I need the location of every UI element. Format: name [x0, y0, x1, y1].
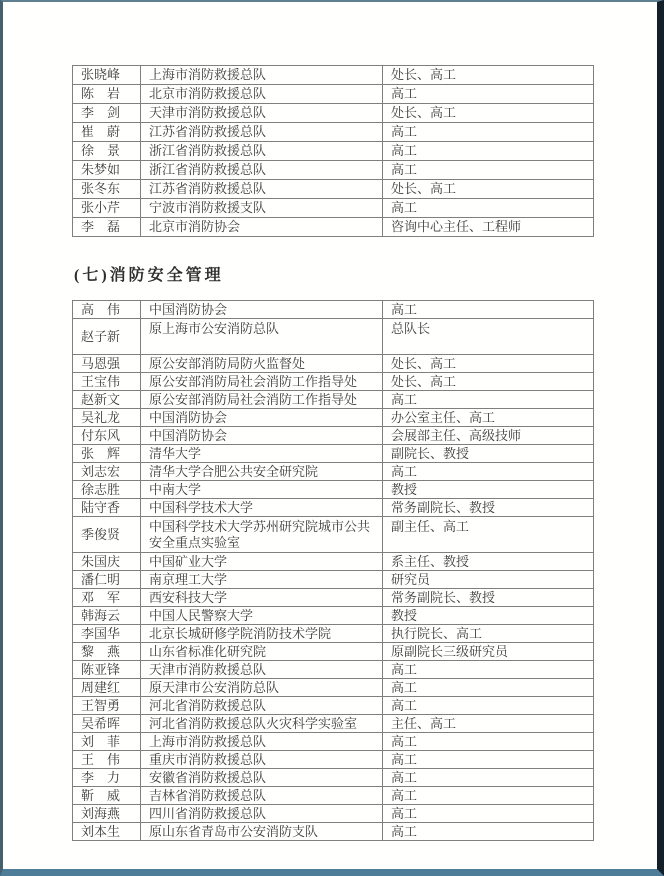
table-row [73, 481, 594, 499]
name-cell: 王宝伟 [73, 373, 141, 391]
job-title-cell: 处长、高工 [383, 373, 594, 391]
organization-cell: 西安科技大学 [141, 589, 383, 607]
table-row [73, 787, 594, 805]
job-title-cell: 高工 [383, 787, 594, 805]
table-row [73, 679, 594, 697]
name-cell: 刘海燕 [73, 805, 141, 823]
name-cell: 李 力 [73, 769, 141, 787]
table-row [73, 553, 594, 571]
job-title-cell: 处长、高工 [383, 355, 594, 373]
job-title-cell: 高工 [383, 679, 594, 697]
job-title-cell: 高工 [383, 463, 594, 481]
organization-cell: 吉林省消防救援总队 [141, 787, 383, 805]
table-row [73, 161, 594, 180]
table-row [73, 607, 594, 625]
name-cell: 马恩强 [73, 355, 141, 373]
name-cell: 李 剑 [73, 104, 141, 123]
job-title-cell: 高工 [383, 161, 594, 180]
name-cell: 吴礼龙 [73, 409, 141, 427]
job-title-cell: 办公室主任、高工 [383, 409, 594, 427]
job-title-cell: 副主任、高工 [383, 517, 594, 553]
name-cell: 张晓峰 [73, 66, 141, 85]
table-row [73, 409, 594, 427]
name-cell: 陈亚锋 [73, 661, 141, 679]
job-title-cell: 副院长、教授 [383, 445, 594, 463]
job-title-cell: 原副院长三级研究员 [383, 643, 594, 661]
organization-cell: 北京市消防救援总队 [141, 85, 383, 104]
name-cell: 徐 景 [73, 142, 141, 161]
page-content [72, 2, 597, 841]
organization-cell: 清华大学合肥公共安全研究院 [141, 463, 383, 481]
table-row [73, 445, 594, 463]
job-title-cell: 高工 [383, 142, 594, 161]
job-title-cell: 教授 [383, 607, 594, 625]
name-cell: 赵新文 [73, 391, 141, 409]
organization-cell: 江苏省消防救援总队 [141, 180, 383, 199]
table-row [73, 733, 594, 751]
name-cell: 赵子新 [73, 319, 141, 355]
job-title-cell: 高工 [383, 823, 594, 841]
table-row [73, 319, 594, 355]
name-cell: 黎 燕 [73, 643, 141, 661]
name-cell: 张 辉 [73, 445, 141, 463]
table-row [73, 589, 594, 607]
organization-cell: 浙江省消防救援总队 [141, 142, 383, 161]
table-row [73, 499, 594, 517]
job-title-cell: 咨询中心主任、工程师 [383, 218, 594, 237]
table-row [73, 643, 594, 661]
table-row [73, 769, 594, 787]
organization-cell: 上海市消防救援总队 [141, 733, 383, 751]
organization-cell: 原公安部消防局防火监督处 [141, 355, 383, 373]
table-row [73, 661, 594, 679]
table-row [73, 517, 594, 553]
job-title-cell: 高工 [383, 301, 594, 319]
job-title-cell: 高工 [383, 751, 594, 769]
name-cell: 高 伟 [73, 301, 141, 319]
name-cell: 韩海云 [73, 607, 141, 625]
table-row [73, 373, 594, 391]
job-title-cell: 高工 [383, 123, 594, 142]
name-cell: 陈 岩 [73, 85, 141, 104]
organization-cell: 中国科学技术大学 [141, 499, 383, 517]
table-row [73, 85, 594, 104]
organization-cell: 原山东省青岛市公安消防支队 [141, 823, 383, 841]
name-cell: 吴希晖 [73, 715, 141, 733]
organization-cell: 北京长城研修学院消防技术学院 [141, 625, 383, 643]
organization-cell: 重庆市消防救援总队 [141, 751, 383, 769]
table-row [73, 715, 594, 733]
organization-cell: 清华大学 [141, 445, 383, 463]
job-title-cell: 主任、高工 [383, 715, 594, 733]
name-cell: 朱梦如 [73, 161, 141, 180]
name-cell: 李 磊 [73, 218, 141, 237]
job-title-cell: 高工 [383, 199, 594, 218]
job-title-cell: 处长、高工 [383, 66, 594, 85]
table-row [73, 697, 594, 715]
table-row [73, 391, 594, 409]
name-cell: 靳 威 [73, 787, 141, 805]
name-cell: 周建红 [73, 679, 141, 697]
organization-cell: 河北省消防救援总队 [141, 697, 383, 715]
name-cell: 朱国庆 [73, 553, 141, 571]
name-cell: 王 伟 [73, 751, 141, 769]
job-title-cell: 高工 [383, 769, 594, 787]
organization-cell: 原上海市公安消防总队 [141, 319, 383, 355]
organization-cell: 中国消防协会 [141, 301, 383, 319]
table-row [73, 751, 594, 769]
table-row [73, 463, 594, 481]
job-title-cell: 处长、高工 [383, 180, 594, 199]
job-title-cell: 教授 [383, 481, 594, 499]
organization-cell: 原公安部消防局社会消防工作指导处 [141, 373, 383, 391]
organization-cell: 中国矿业大学 [141, 553, 383, 571]
name-cell: 刘志宏 [73, 463, 141, 481]
job-title-cell: 高工 [383, 85, 594, 104]
organization-cell: 上海市消防救援总队 [141, 66, 383, 85]
job-title-cell: 执行院长、高工 [383, 625, 594, 643]
name-cell: 张冬东 [73, 180, 141, 199]
table-row [73, 123, 594, 142]
name-cell: 季俊贤 [73, 517, 141, 553]
table-row [73, 142, 594, 161]
job-title-cell: 处长、高工 [383, 104, 594, 123]
table-row [73, 625, 594, 643]
name-cell: 刘 菲 [73, 733, 141, 751]
roster-table-fire-safety-management [72, 300, 594, 841]
name-cell: 潘仁明 [73, 571, 141, 589]
organization-cell: 山东省标准化研究院 [141, 643, 383, 661]
name-cell: 刘本生 [73, 823, 141, 841]
table-row [73, 104, 594, 123]
job-title-cell: 常务副院长、教授 [383, 499, 594, 517]
table-row [73, 66, 594, 85]
organization-cell: 宁波市消防救援支队 [141, 199, 383, 218]
organization-cell: 安徽省消防救援总队 [141, 769, 383, 787]
organization-cell: 中国消防协会 [141, 409, 383, 427]
roster-table-firefighting-rescue [72, 65, 594, 237]
name-cell: 徐志胜 [73, 481, 141, 499]
name-cell: 张小芹 [73, 199, 141, 218]
job-title-cell: 高工 [383, 391, 594, 409]
organization-cell: 天津市消防救援总队 [141, 661, 383, 679]
job-title-cell: 高工 [383, 661, 594, 679]
organization-cell: 中南大学 [141, 481, 383, 499]
table-row [73, 218, 594, 237]
organization-cell: 四川省消防救援总队 [141, 805, 383, 823]
job-title-cell: 总队长 [383, 319, 594, 355]
organization-cell: 原天津市公安消防总队 [141, 679, 383, 697]
organization-cell: 浙江省消防救援总队 [141, 161, 383, 180]
organization-cell: 中国人民警察大学 [141, 607, 383, 625]
name-cell: 崔 蔚 [73, 123, 141, 142]
table-row [73, 805, 594, 823]
table-row [73, 180, 594, 199]
table-row [73, 301, 594, 319]
name-cell: 王智勇 [73, 697, 141, 715]
organization-cell: 原公安部消防局社会消防工作指导处 [141, 391, 383, 409]
name-cell: 付东风 [73, 427, 141, 445]
job-title-cell: 高工 [383, 805, 594, 823]
organization-cell: 中国消防协会 [141, 427, 383, 445]
organization-cell: 北京市消防协会 [141, 218, 383, 237]
organization-cell: 中国科学技术大学苏州研究院城市公共安全重点实验室 [141, 517, 383, 553]
table-row [73, 823, 594, 841]
job-title-cell: 系主任、教授 [383, 553, 594, 571]
table-row [73, 571, 594, 589]
job-title-cell: 研究员 [383, 571, 594, 589]
table-row [73, 427, 594, 445]
job-title-cell: 会展部主任、高级技师 [383, 427, 594, 445]
job-title-cell: 常务副院长、教授 [383, 589, 594, 607]
name-cell: 李国华 [73, 625, 141, 643]
section-heading: (七)消防安全管理 [74, 267, 224, 284]
table-row [73, 355, 594, 373]
organization-cell: 天津市消防救援总队 [141, 104, 383, 123]
job-title-cell: 高工 [383, 697, 594, 715]
name-cell: 邓 军 [73, 589, 141, 607]
organization-cell: 江苏省消防救援总队 [141, 123, 383, 142]
table-row [73, 199, 594, 218]
organization-cell: 南京理工大学 [141, 571, 383, 589]
name-cell: 陆守香 [73, 499, 141, 517]
job-title-cell: 高工 [383, 733, 594, 751]
organization-cell: 河北省消防救援总队火灾科学实验室 [141, 715, 383, 733]
